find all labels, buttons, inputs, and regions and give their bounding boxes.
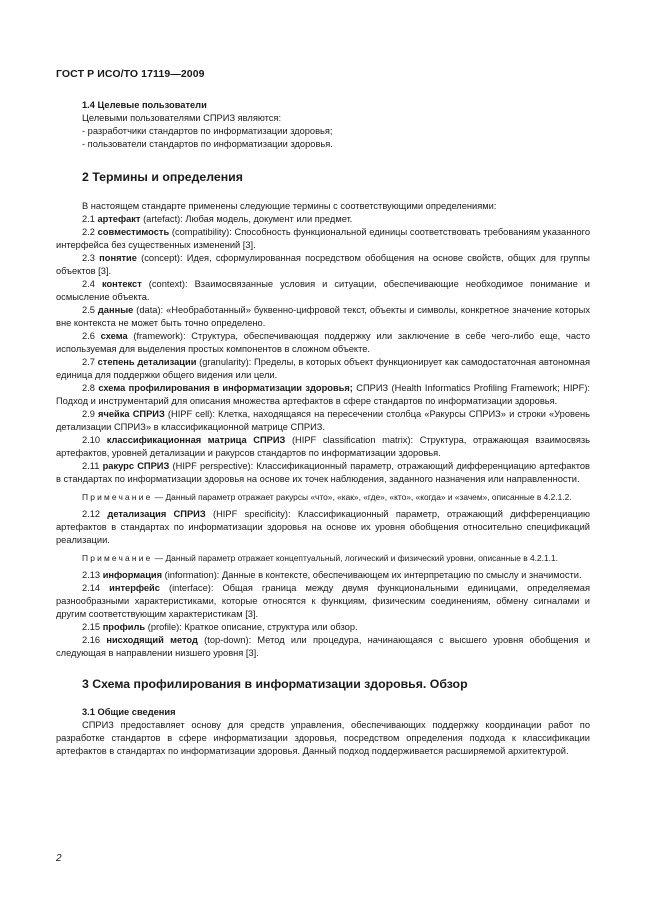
term-definition bbox=[56, 213, 590, 226]
term-definition bbox=[56, 634, 590, 660]
term-text: (HIPF specificity): Классификационный параметр, отражающий дифференциацию артефактов в стандартах по информатизации здоровья на основе их уровня обобщения относительно спецификаций реализации. bbox=[56, 509, 590, 545]
term-number: 2.13 bbox=[82, 570, 103, 580]
term-number: 2.10 bbox=[82, 435, 107, 445]
term-definition bbox=[56, 382, 590, 408]
note-label: Примечание bbox=[82, 492, 153, 502]
term-name: понятие bbox=[99, 253, 137, 263]
term-number: 2.3 bbox=[82, 253, 100, 263]
term-number: 2.2 bbox=[82, 227, 98, 237]
section-3-1-paragraph: СПРИЗ предоставляет основу для средств управления, обеспечивающих поддержку координации работ по разработке стандартов в сфере информатизации здоровья, посредством определения подхода к классификации артефактов в стандартах по информатизации здоровья. Данный подход поддерживается расширяемой архитектурой. bbox=[56, 720, 590, 756]
term-definition bbox=[56, 304, 590, 330]
terms-list bbox=[56, 213, 590, 486]
term-text: (HIPF classification matrix): Структура, отражающая взаимосвязь артефактов, уровней детализации и ракурсов стандартов по информатизации здоровья. bbox=[56, 435, 590, 458]
term-number: 2.5 bbox=[82, 305, 98, 315]
term-name: данные bbox=[97, 305, 134, 315]
term-text: (top-down): Метод или процедура, начинающаяся с высшего уровня обобщения и следующая в направлении низшего уровня [3]. bbox=[56, 635, 590, 658]
term-definition bbox=[56, 569, 590, 582]
term-number: 2.14 bbox=[82, 583, 110, 593]
term-name: схема bbox=[100, 331, 128, 341]
term-number: 2.7 bbox=[82, 357, 98, 367]
term-definition bbox=[56, 434, 590, 460]
term-number: 2.9 bbox=[82, 409, 99, 419]
term-number: 2.12 bbox=[82, 509, 108, 519]
section-3-heading: 3 Схема профилирования в информатизации здоровья. Обзор bbox=[82, 677, 468, 691]
term-name: схема профилирования в информатизации здоровья; bbox=[98, 383, 353, 393]
term-name: классификационная матрица СПРИЗ bbox=[106, 435, 286, 445]
term-text: (compatibility): Способность функциональной единицы соответствовать требованиям указанного интерфейса без существенных изменений [3]. bbox=[56, 227, 591, 250]
term-definition bbox=[56, 278, 590, 304]
section-1-4-intro: Целевыми пользователями СПРИЗ являются: bbox=[82, 113, 282, 123]
note-text: — Данный параметр отражает ракурсы «что», «как», «где», «кто», «когда» и «зачем», описанные в 4.2.1.2. bbox=[152, 492, 572, 502]
term-number: 2.4 bbox=[82, 279, 102, 289]
term-number: 2.15 bbox=[82, 622, 103, 632]
term-definition bbox=[56, 252, 590, 278]
section-2-intro: В настоящем стандарте применены следующие термины с соответствующими определениями: bbox=[82, 201, 497, 211]
term-text: (artefact): Любая модель, документ или предмет. bbox=[140, 214, 353, 224]
note-1 bbox=[56, 491, 590, 503]
note-label: Примечание bbox=[82, 553, 153, 563]
term-text: (granularity): Пределы, в которых объект функционирует как самодостаточная автономная единица для поддержки общего видения или цели. bbox=[56, 357, 590, 380]
note-text: — Данный параметр отражает концептуальный, логический и физический уровни, описанные в 4.2.1.1. bbox=[152, 553, 558, 563]
term-number: 2.8 bbox=[82, 383, 99, 393]
term-number: 2.16 bbox=[82, 635, 107, 645]
note-2 bbox=[56, 552, 590, 564]
term-number: 2.6 bbox=[82, 331, 101, 341]
term-number: 2.1 bbox=[82, 214, 98, 224]
term-text: (context): Взаимосвязанные условия и ситуации, обеспечивающие необходимое понимание и осмысление объекта. bbox=[56, 279, 590, 302]
page-number: 2 bbox=[56, 853, 62, 864]
list-item: - разработчики стандартов по информатизации здоровья; bbox=[82, 126, 333, 136]
term-definition bbox=[56, 330, 590, 356]
document-code-header: ГОСТ Р ИСО/ТО 17119—2009 bbox=[56, 68, 205, 80]
term-name: детализация СПРИЗ bbox=[107, 509, 206, 519]
term-definition bbox=[56, 460, 590, 486]
term-text: (HIPF perspective): Классификационный параметр, отражающий дифференциацию артефактов в стандартах по информатизации здоровья на основе их точек наблюдения, заданного назначения или направленности. bbox=[56, 461, 590, 484]
page-content bbox=[56, 99, 590, 758]
term-text: (information): Данные в контексте, обеспечивающем их интерпретацию по смыслу и значимости. bbox=[162, 570, 582, 580]
term-name: контекст bbox=[101, 279, 142, 289]
section-1-4-heading: 1.4 Целевые пользователи bbox=[82, 100, 207, 110]
term-name: совместимость bbox=[97, 227, 170, 237]
term-definition bbox=[56, 408, 590, 434]
term-name: ячейка СПРИЗ bbox=[98, 409, 165, 419]
term-text: (profile): Краткое описание, структура или обзор. bbox=[145, 622, 358, 632]
term-text: СПРИЗ (Health Informatics Profiling Framework; HIPF): Подход и инструментарий для описания множества артефактов в сфере стандартов по информатизации здоровья. bbox=[56, 383, 590, 406]
term-name: интерфейс bbox=[109, 583, 160, 593]
term-text: (concept): Идея, сформулированная посредством обобщения на основе свойств, общих для группы объектов [3]. bbox=[56, 253, 590, 276]
term-definition bbox=[56, 508, 590, 547]
section-3-1-heading: 3.1 Общие сведения bbox=[82, 707, 176, 717]
list-item: - пользователи стандартов по информатизации здоровья. bbox=[82, 139, 333, 149]
section-2-heading: 2 Термины и определения bbox=[82, 170, 243, 184]
term-name: степень детализации bbox=[97, 357, 197, 367]
term-number: 2.11 bbox=[82, 461, 103, 471]
term-name: ракурс СПРИЗ bbox=[102, 461, 170, 471]
term-text: (interface): Общая граница между двумя функциональными единицами, определяемая разнообразными характеристиками, которые относятся к функциям, физическим соединениям, обмену сигналами и другим соответствующим характеристикам [3]. bbox=[56, 583, 590, 619]
term-definition bbox=[56, 356, 590, 382]
term-definition bbox=[56, 226, 590, 252]
terms-list-continued bbox=[56, 569, 590, 660]
term-name: нисходящий метод bbox=[106, 635, 198, 645]
term-definition bbox=[56, 582, 590, 621]
term-text: (HIPF cell): Клетка, находящаяся на пересечении столбца «Ракурсы СПРИЗ» и строки «Уровень детализации СПРИЗ» в классификационной матрице СПРИЗ. bbox=[56, 409, 590, 432]
term-name: профиль bbox=[102, 622, 146, 632]
term-text: (framework): Структура, обеспечивающая поддержку или заключение в себе чего-либо еще, часто используемая для выделения простых компонентов в сложном объекте. bbox=[56, 331, 590, 354]
term-text: (data): «Необработанный» буквенно-цифровой текст, объекты и символы, конкретное значение которых вне контекста не может быть точно определено. bbox=[56, 305, 590, 328]
term-definition bbox=[56, 621, 590, 634]
term-name: артефакт bbox=[97, 214, 141, 224]
term-name: информация bbox=[102, 570, 163, 580]
